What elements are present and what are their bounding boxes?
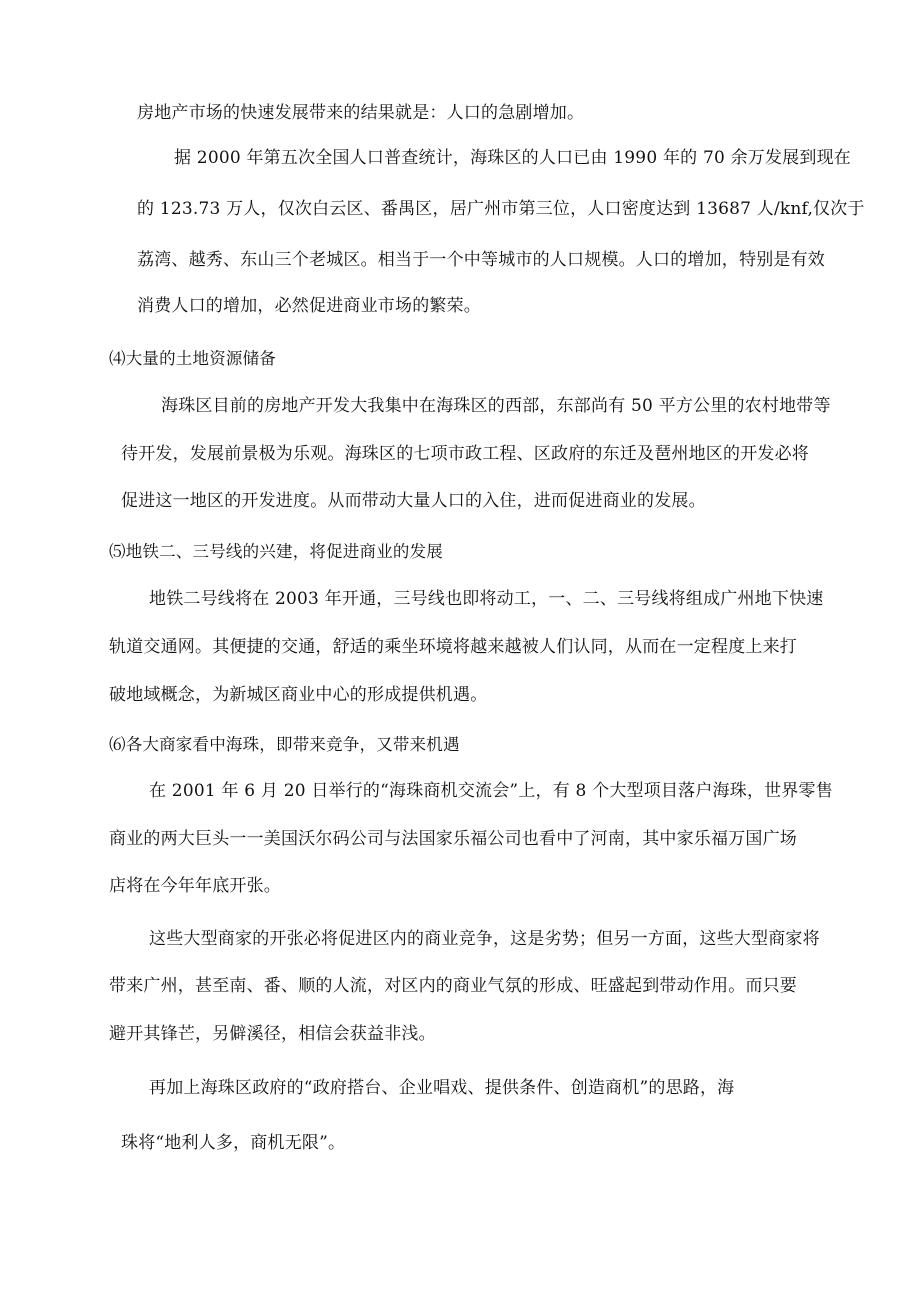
paragraph-line-12: 轨道交通网。其便捷的交通，舒适的乘坐环境将越来越被人们认同，从而在一定程度上来打	[109, 637, 797, 657]
paragraph-line-13: 破地域概念，为新城区商业中心的形成提供机遇。	[109, 685, 488, 705]
paragraph-line-3: 的 123.73 万人，仅次白云区、番禺区，居广州市第三位，人口密度达到 13687 人/knf,仅次于	[137, 199, 865, 219]
section-heading-4: ⑷大量的土地资源储备	[109, 349, 276, 368]
paragraph-line-5: 消费人口的增加，必然促进商业市场的繁荣。	[137, 296, 481, 316]
paragraph-line-19: 带来广州，甚至南、番、顺的人流，对区内的商业气氛的形成、旺盛起到带动作用。而只要	[109, 976, 797, 996]
paragraph-line-11: 地铁二号线将在 2003 年开通，三号线也即将动工，一、二、三号线将组成广州地下快速	[149, 589, 824, 609]
paragraph-line-18: 这些大型商家的开张必将促进区内的商业竞争，这是劣势；但另一方面，这些大型商家将	[149, 929, 820, 949]
paragraph-line-15: 在 2001 年 6 月 20 日举行的“海珠商机交流会”上，有 8 个大型项目落户海珠，世界零售	[149, 781, 833, 801]
paragraph-line-7: 海珠区目前的房地产开发大我集中在海珠区的西部，东部尚有 50 平方公里的农村地带等	[161, 396, 831, 416]
paragraph-line-21: 再加上海珠区政府的“政府搭台、企业唱戏、提供条件、创造商机”的思路，海	[149, 1078, 735, 1098]
paragraph-line-2: 据 2000 年第五次全国人口普查统计，海珠区的人口已由 1990 年的 70 余万发展到现在	[174, 148, 851, 168]
paragraph-line-9: 促进这一地区的开发进度。从而带动大量人口的入住，进而促进商业的发展。	[121, 491, 706, 511]
paragraph-line-20: 避开其锋芒，另僻溪径，相信会获益非浅。	[109, 1024, 436, 1044]
section-heading-5: ⑸地铁二、三号线的兴建，将促进商业的发展	[109, 542, 443, 561]
paragraph-line-22: 珠将“地利人多，商机无限”。	[121, 1133, 346, 1153]
paragraph-line-16: 商业的两大巨头一一美国沃尔码公司与法国家乐福公司也看中了河南，其中家乐福万国广场	[109, 829, 797, 849]
paragraph-line-4: 荔湾、越秀、东山三个老城区。相当于一个中等城市的人口规模。人口的增加，特别是有效	[137, 250, 825, 270]
section-heading-6: ⑹各大商家看中海珠，即带来竞争，又带来机遇	[109, 735, 460, 754]
paragraph-line-8: 待开发，发展前景极为乐观。海珠区的七项市政工程、区政府的东迁及琶州地区的开发必将	[121, 444, 809, 464]
paragraph-line-1: 房地产市场的快速发展带来的结果就是：人口的急剧增加。	[137, 103, 585, 123]
paragraph-line-17: 店将在今年年底开张。	[109, 876, 281, 896]
